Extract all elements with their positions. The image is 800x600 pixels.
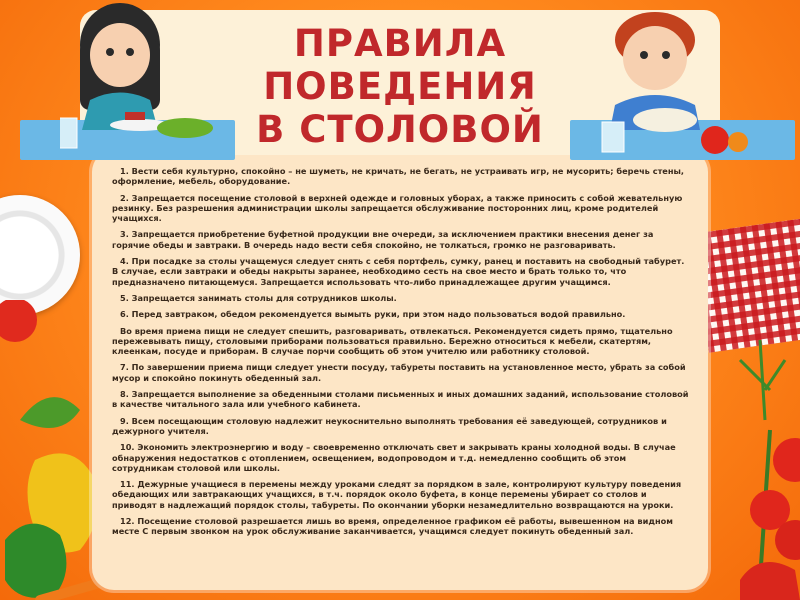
- rule-item: 7. По завершении приема пищи следует унести посуду, табуреты поставить на установленное место, убрать за собой мусор и спокойно покинуть обеденный зал.: [112, 362, 686, 383]
- red-pepper-icon: [740, 562, 800, 600]
- salad-icon: [157, 118, 213, 138]
- rules-list: [112, 166, 690, 543]
- apple-icon: [701, 126, 729, 154]
- rule-item: 8. Запрещается выполнение за обеденными столами письменных и иных домашних заданий, использование столовой в качестве читального зала или учебного кабинета.: [112, 389, 689, 410]
- page-title: [210, 22, 590, 151]
- rule-item: Во время приема пищи не следует спешить, разговаривать, отвлекаться. Рекомендуется сидеть прямо, тщательно пережевывать пищу, столовыми приборами пользоваться правильно. Бережно относиться к мебели, скатертям, клеенкам, посуде и приборам. В случае порчи сообщить об этом учителю или работнику столовой.: [112, 325, 673, 357]
- rule-item: 4. При посадке за столы учащемуся следует снять с себя портфель, сумку, ранец и поставить на свободный табурет. В случае, если завтраки и обеды накрыты заранее, необходимо сесть на свое место и брать только то, что предназначено питающемуся. Запрещается использовать что-либо принадлежащее другим учащимся.: [112, 256, 685, 287]
- checkered-napkin-icon: [692, 217, 800, 353]
- rule-item: 10. Экономить электроэнергию и воду – своевременно отключать свет и закрывать краны холодной воды. В случае обнаружения недостатков с отоплением, освещением, водопроводом и т.д. немедленно сообщить об этом сотрудникам столовой или школы.: [112, 442, 676, 473]
- rule-item: 1. Вести себя культурно, спокойно – не шуметь, не кричать, не бегать, не устраивать игр, не мусорить; беречь стены, оформление, мебель, оборудование.: [112, 166, 685, 187]
- rule-item: 3. Запрещается приобретение буфетной продукции вне очереди, за исключением практики внесения денег за горячие обеды и завтраки. В очередь надо вести себя спокойно, не толкаться, громко не разговаривать.: [112, 229, 654, 250]
- green-pepper-icon: [5, 524, 66, 598]
- right-vegetables: [700, 340, 800, 600]
- rule-item: 9. Всем посещающим столовую надлежит неукоснительно выполнять требования её заведующей, сотрудников и дежурного учителя.: [112, 415, 667, 436]
- title-line-2: ПОВЕДЕНИЯ: [263, 65, 537, 108]
- tomato-icon: [773, 438, 800, 482]
- title-line-1: ПРАВИЛА: [293, 22, 507, 65]
- rule-item: 12. Посещение столовой разрешается лишь во время, определенное графиком её работы, вывешенном на видном месте С первым звонком на урок обслуживание заканчивается, учащимся следует покинуть обеденный зал.: [112, 516, 673, 537]
- tomato-icon: [0, 300, 37, 342]
- boy-eating-icon: [590, 0, 800, 160]
- dill-icon: [740, 340, 785, 420]
- title-line-3: В СТОЛОВОЙ: [256, 108, 544, 151]
- rule-item: 2. Запрещается посещение столовой в верхней одежде и головных уборах, а также приносить с собой жевательную резинку. Без разрешения администрации школы запрещается обслуживание посторонних лиц, кроме родителей учащихся.: [112, 192, 683, 224]
- rule-item: 6. Перед завтраком, обедом рекомендуется вымыть руки, при этом надо пользоваться водой правильно.: [120, 309, 626, 320]
- leaf-icon: [20, 397, 80, 428]
- rule-item: 11. Дежурные учащиеся в перемены между уроками следят за порядком в зале, контролируют культуру поведения обедающих или завтракающих учащихся, в т.ч. порядок около буфета, в конце перемены убирает со столов и приводят в надлежащий порядок столы, табуреты. По окончании уборки незамедлительно возвращаются на уроки.: [112, 479, 682, 510]
- rule-item: 5. Запрещается занимать столы для сотрудников школы.: [120, 292, 397, 303]
